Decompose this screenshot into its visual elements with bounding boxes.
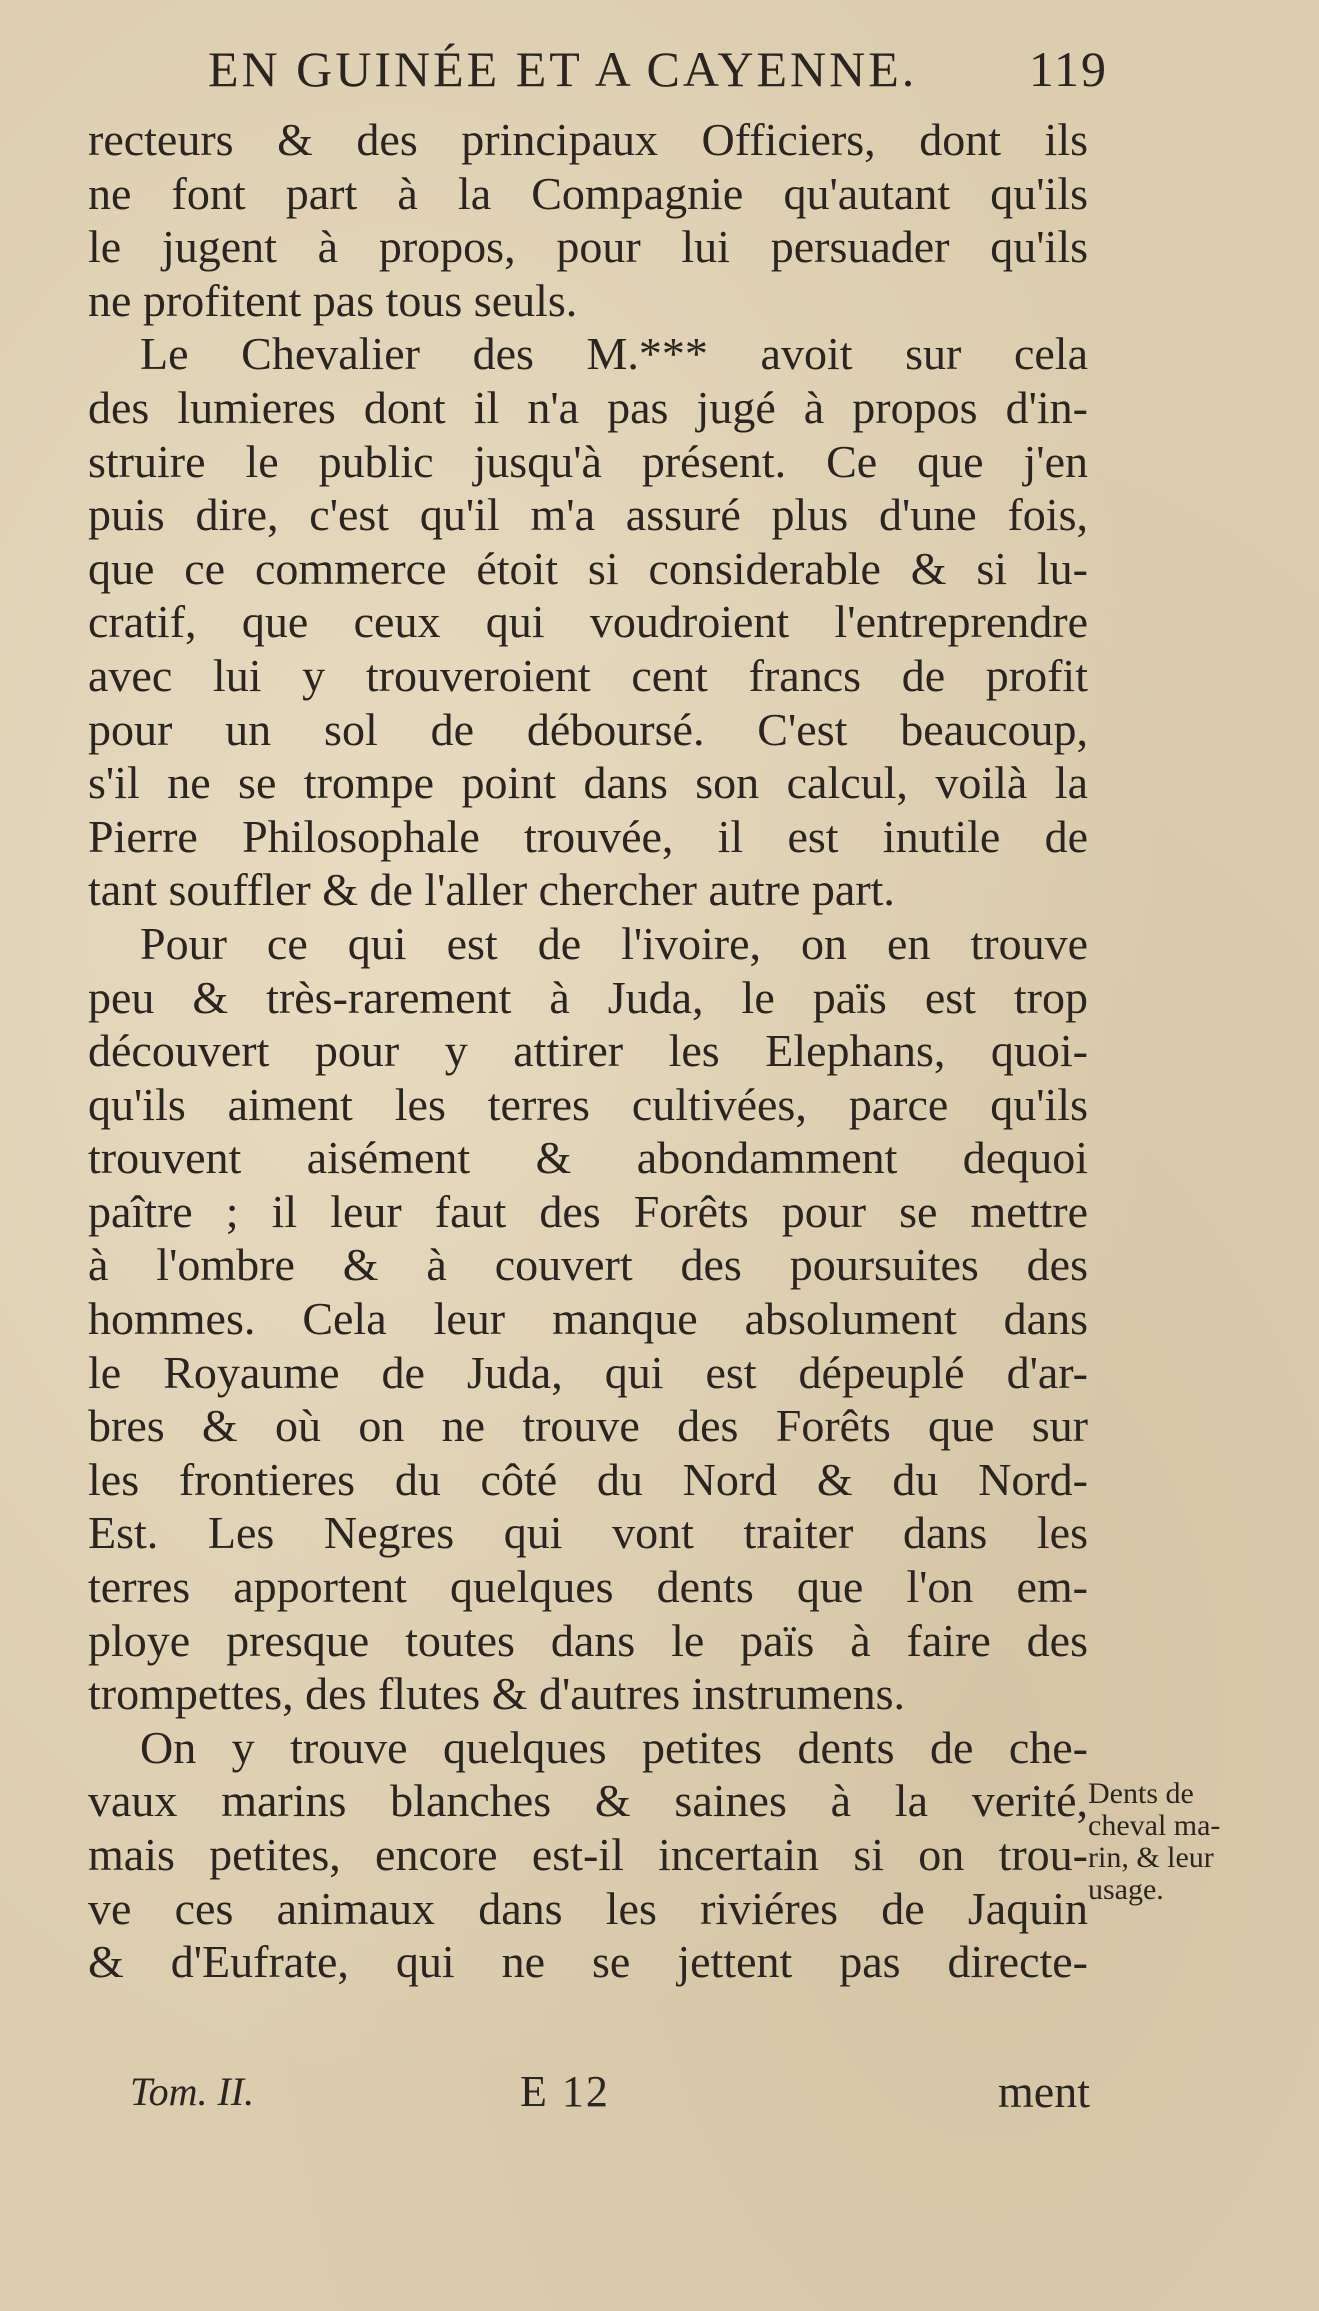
text-line: ploye presque toutes dans le païs à faire des <box>88 1614 1088 1666</box>
text-line: trompettes, des flutes & d'autres instrumens. <box>88 1668 905 1720</box>
text-line: trouvent aisément & abondamment dequoi <box>88 1132 1088 1184</box>
text-line: le jugent à propos, pour lui persuader qu'ils <box>88 221 1088 273</box>
margin-note-line: cheval ma- <box>1088 1809 1221 1842</box>
text-line: s'il ne se trompe point dans son calcul, voilà la <box>88 757 1088 809</box>
text-line: avec lui y trouveroient cent francs de profit <box>88 649 1088 701</box>
text-line: Pour ce qui est de l'ivoire, on en trouve <box>140 917 1088 969</box>
text-line: mais petites, encore est-il incertain si on trou- <box>88 1829 1088 1880</box>
text-line: Le Chevalier des M.*** avoit sur cela <box>140 328 1088 380</box>
page-header <box>208 34 1108 104</box>
text-line: puis dire, c'est qu'il m'a assuré plus d'une fois, <box>88 489 1088 541</box>
volume-label: Tom. II. <box>130 2069 255 2114</box>
text-line: vaux marins blanches & saines à la verité, <box>88 1775 1088 1827</box>
page-footer <box>130 2062 1090 2122</box>
text-line: ne font part à la Compagnie qu'autant qu'ils <box>88 167 1088 219</box>
text-line: ne profitent pas tous seuls. <box>88 274 578 326</box>
text-line: struire le public jusqu'à présent. Ce que j'en <box>88 435 1088 487</box>
text-line: bres & où on ne trouve des Forêts que sur <box>88 1400 1088 1452</box>
text-line: Pierre Philosophale trouvée, il est inutile de <box>88 810 1088 862</box>
text-line: On y trouve quelques petites dents de che- <box>140 1721 1088 1773</box>
text-line: à l'ombre & à couvert des poursuites des <box>88 1239 1088 1291</box>
text-line: terres apportent quelques dents que l'on em- <box>88 1561 1088 1613</box>
text-line: des lumieres dont il n'a pas jugé à propos d'in- <box>88 381 1088 433</box>
margin-note-line: usage. <box>1088 1873 1164 1906</box>
text-line: découvert pour y attirer les Elephans, quoi- <box>88 1025 1088 1077</box>
text-line: que ce commerce étoit si considerable & si lu- <box>88 542 1088 594</box>
margin-note-line: rin, & leur <box>1088 1841 1214 1874</box>
body-text <box>88 113 1088 1989</box>
page-number: 119 <box>1028 41 1108 97</box>
text-line: tant souffler & de l'aller chercher autre part. <box>88 864 895 916</box>
text-line: le Royaume de Juda, qui est dépeuplé d'ar- <box>88 1346 1088 1398</box>
text-line: cratif, que ceux qui voudroient l'entreprendre <box>88 596 1088 648</box>
text-line: Est. Les Negres qui vont traiter dans les <box>88 1507 1088 1559</box>
text-line: ve ces animaux dans les riviéres de Jaquin <box>88 1882 1088 1934</box>
signature-mark: E 12 <box>520 2067 610 2116</box>
text-line: pour un sol de déboursé. C'est beaucoup, <box>88 703 1088 755</box>
text-line: les frontieres du côté du Nord & du Nord- <box>88 1453 1088 1505</box>
text-line: peu & très-rarement à Juda, le païs est trop <box>88 971 1088 1023</box>
text-line: qu'ils aiment les terres cultivées, parce qu'ils <box>88 1078 1088 1130</box>
running-head: EN GUINÉE ET A CAYENNE. <box>208 41 918 97</box>
margin-note <box>1088 1778 1293 1906</box>
margin-note-line: Dents de <box>1088 1777 1194 1810</box>
text-line: hommes. Cela leur manque absolument dans <box>88 1293 1088 1345</box>
text-line: recteurs & des principaux Officiers, dont ils <box>88 114 1088 165</box>
text-line: paître ; il leur faut des Forêts pour se mettre <box>88 1185 1088 1237</box>
catchword: ment <box>998 2066 1090 2117</box>
text-line: & d'Eufrate, qui ne se jettent pas directe- <box>88 1936 1088 1988</box>
